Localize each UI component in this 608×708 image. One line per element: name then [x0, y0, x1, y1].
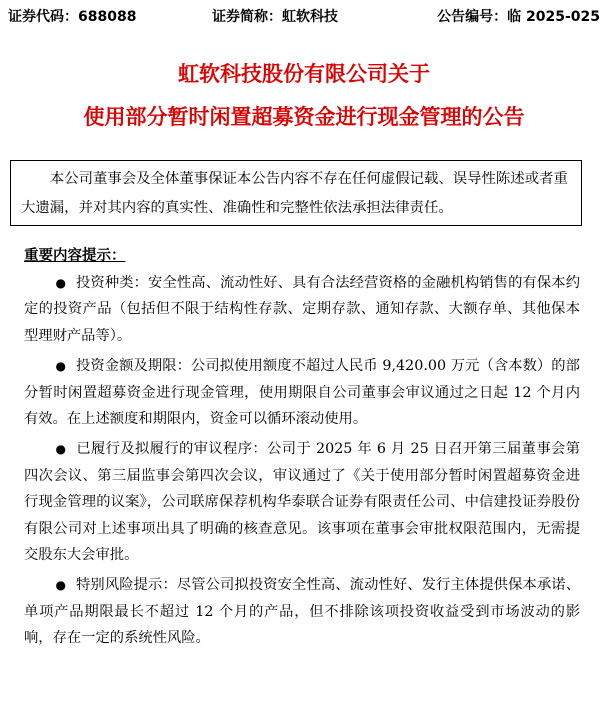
key-point-risk-warning	[24, 572, 580, 651]
announcement-number: 公告编号：临 2025-025	[437, 9, 600, 25]
key-point-investment-type	[24, 270, 580, 349]
key-points-heading: 重要内容提示：	[24, 248, 126, 264]
key-point-investment-amount	[24, 353, 580, 432]
board-notice-box	[10, 160, 582, 226]
bullet-icon: ●	[55, 359, 66, 374]
bullet-icon: ●	[55, 578, 67, 593]
document-header	[8, 6, 600, 28]
stock-code: 证券代码：688088	[8, 9, 137, 25]
key-point-text: 投资金额及期限：公司拟使用额度不超过人民币 9,420.00 万元（含本数）的部分暂时闲置超募资金进行现金管理，使用期限自公司董事会审议通过之日起 12 个月内有效。在上述额度和期限内，资金可以循环滚动使用。	[24, 358, 580, 428]
board-notice-text: 本公司董事会及全体董事保证本公告内容不存在任何虚假记载、误导性陈述或者重大遗漏，并对其内容的真实性、准确性和完整性依法承担法律责任。	[21, 171, 568, 216]
bullet-icon: ●	[55, 276, 67, 290]
title-line-1: 虹软科技股份有限公司关于	[178, 62, 430, 86]
key-point-text: 投资种类：安全性高、流动性好、具有合法经营资格的金融机构销售的有保本约定的投资产品（包括但不限于结构性存款、定期存款、通知存款、大额存单、其他保本型理财产品等）。	[24, 275, 580, 344]
stock-short-name: 证券简称：虹软科技	[212, 9, 338, 25]
key-point-text: 特别风险提示：尽管公司拟投资安全性高、流动性好、发行主体提供保本承诺、单项产品期限最长不超过 12 个月的产品，但不排除该项投资收益受到市场波动的影响，存在一定的系统性风险。	[24, 577, 580, 647]
key-point-text: 已履行及拟履行的审议程序：公司于 2025 年 6 月 25 日召开第三届董事会第四次会议、第三届监事会第四次会议，审议通过了《关于使用部分暂时闲置超募资金进行现金管理的议案》，公司联席保荐机构华泰联合证券有限责任公司、中信建投证券股份有限公司对上述事项出具了明确的核查意见。该事项在董事会审批权限范围内，无需提交股东大会审批。	[24, 441, 580, 564]
key-point-review-procedure	[24, 436, 580, 568]
title-line-2: 使用部分暂时闲置超募资金进行现金管理的公告	[83, 105, 525, 129]
key-points-list	[24, 270, 580, 656]
bullet-icon: ●	[55, 442, 67, 457]
